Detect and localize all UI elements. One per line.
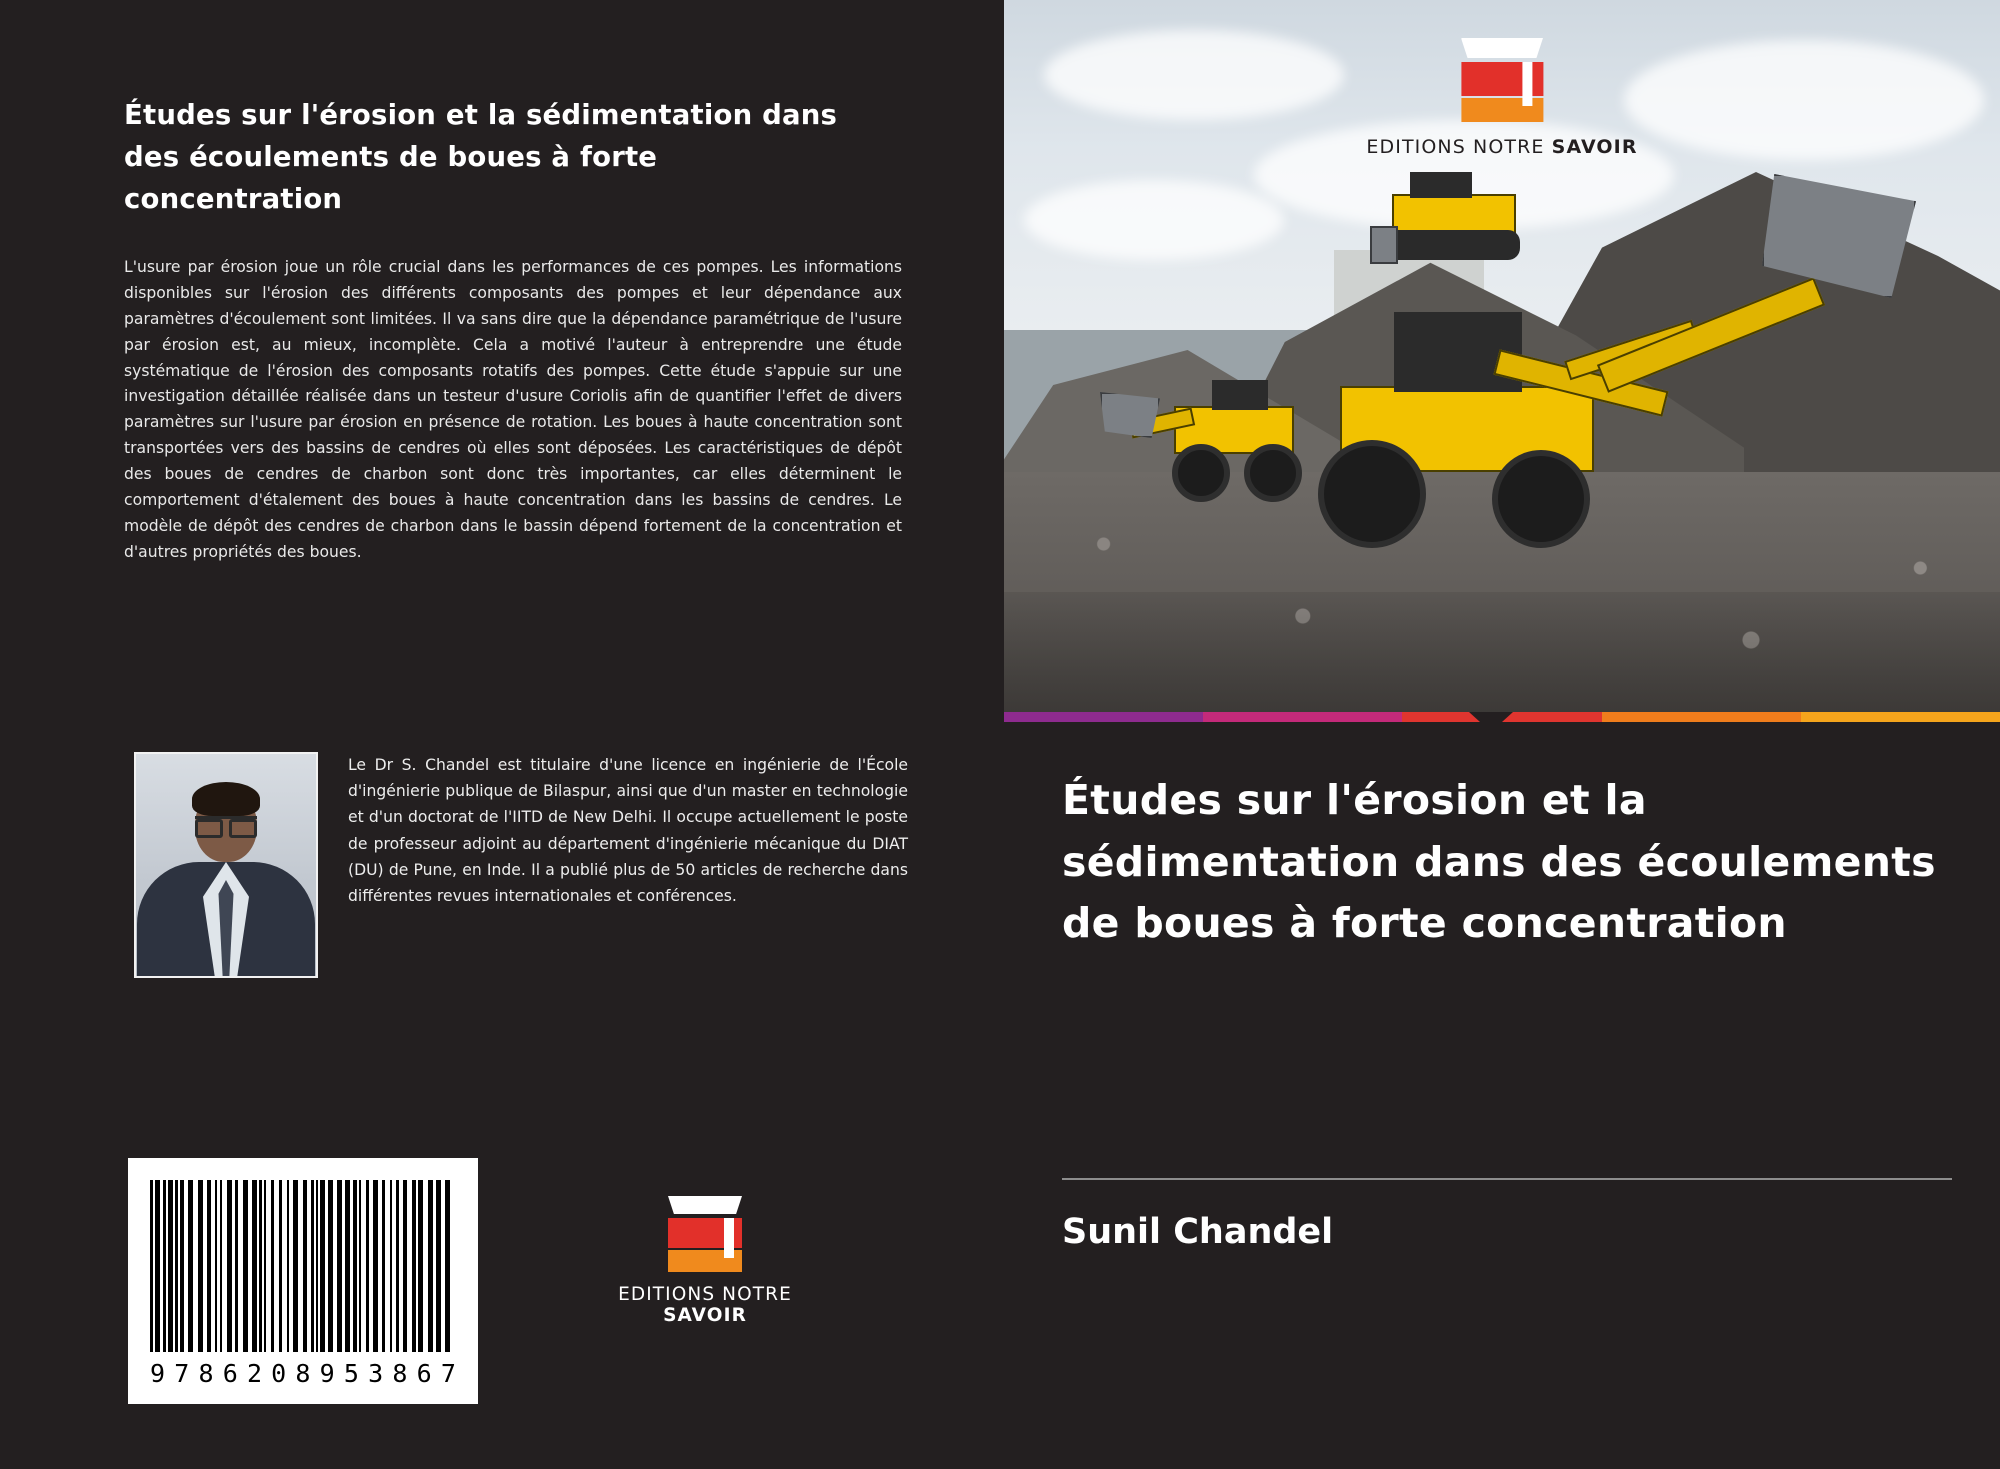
author-biography: Le Dr S. Chandel est titulaire d'une licence en ingénierie de l'École d'ingénierie publique de Bilaspur, ainsi que d'un master en technologie et d'un doctorat de l'IITD de New Delhi. Il occupe actuellement le poste de professeur adjoint au département d'ingénierie mécanique du DIAT (DU) de Pune, en Inde. Il a publié plus de 50 articles de recherche dans différentes revues internationales et conférences. <box>348 756 908 905</box>
barcode-bar <box>227 1180 232 1352</box>
barcode-bar <box>373 1180 378 1352</box>
barcode-digit: 2 <box>246 1359 262 1388</box>
front-cover <box>1004 0 2000 1469</box>
barcode-bar <box>403 1180 407 1352</box>
back-cover-abstract: L'usure par érosion joue un rôle crucial dans les performances de ces pompes. Les informations disponibles sur l'érosion des différents composants des pompes et leur dépendance aux paramètres d'écoulement sont limitées. Il va sans dire que la dépendance paramétrique de l'usure par érosion est, au mieux, incomplète. Cela a motivé l'auteur à entreprendre une étude systématique de l'érosion des composants rotatifs des pompes. Cette étude s'appuie sur une investigation détaillée réalisée dans un testeur d'usure Coriolis afin de quantifier l'effet de divers paramètres sur l'usure par érosion en présence de rotation. Les boues à haute concentration sont transportées vers des bassins de cendres où elles sont déposées. Les caractéristiques de dépôt des boues de cendres de charbon sont donc très importantes, car elles déterminent le comportement d'étalement des boues à haute concentration dans les bassins de cendres. Le modèle de dépôt des cendres de charbon dans le bassin dépend fortement de la concentration et d'autres propriétés des boues. <box>124 258 902 561</box>
barcode-digit: 7 <box>174 1359 190 1388</box>
barcode-bar <box>175 1180 178 1352</box>
barcode-digit: 7 <box>440 1359 456 1388</box>
barcode-bar <box>155 1180 160 1352</box>
barcode-bar <box>180 1180 184 1352</box>
accent-color-segment <box>1004 712 1203 722</box>
author-portrait-photo <box>134 752 318 978</box>
barcode-digit: 9 <box>150 1359 166 1388</box>
barcode-bar <box>337 1180 342 1352</box>
barcode-bar <box>303 1180 307 1352</box>
barcode-digit: 3 <box>368 1359 384 1388</box>
front-cover-author: Sunil Chandel <box>1062 1212 1334 1252</box>
publisher-name-prefix: EDITIONS NOTRE <box>618 1284 792 1305</box>
accent-color-segment <box>1602 712 1801 722</box>
accent-color-segment <box>1801 712 2000 722</box>
barcode-bar <box>287 1180 289 1352</box>
barcode-digit: 5 <box>343 1359 359 1388</box>
barcode-bar <box>418 1180 423 1352</box>
barcode-bar <box>390 1180 392 1352</box>
publisher-name <box>1366 136 1637 158</box>
barcode-bar <box>293 1180 298 1352</box>
barcode-bar <box>320 1180 325 1352</box>
barcode-bar <box>428 1180 433 1352</box>
barcode-bar <box>311 1180 314 1352</box>
barcode <box>128 1158 478 1404</box>
barcode-bar <box>279 1180 282 1352</box>
barcode-bar <box>382 1180 385 1352</box>
back-cover-title: Études sur l'érosion et la sédimentation dans des écoulements de boues à forte concentration <box>124 99 838 215</box>
publisher-name <box>590 1284 820 1326</box>
notch-triangle <box>1469 712 1513 732</box>
barcode-bar <box>150 1180 153 1352</box>
barcode-digits <box>150 1359 456 1388</box>
ground-shadow <box>1004 592 2000 712</box>
barcode-bar <box>271 1180 274 1352</box>
barcode-bar <box>328 1180 333 1352</box>
barcode-digit: 6 <box>222 1359 238 1388</box>
barcode-bar <box>445 1180 450 1352</box>
barcode-digit: 0 <box>271 1359 287 1388</box>
publisher-logo-front <box>1366 38 1637 158</box>
barcode-bar <box>235 1180 238 1352</box>
barcode-bar <box>259 1180 262 1352</box>
barcode-bar <box>359 1180 361 1352</box>
barcode-bar <box>316 1180 318 1352</box>
barcode-bar <box>412 1180 416 1352</box>
barcode-bar <box>168 1180 173 1352</box>
publisher-name-bold: SAVOIR <box>663 1305 747 1326</box>
barcode-bar <box>243 1180 248 1352</box>
barcode-bar <box>188 1180 193 1352</box>
barcode-digit: 6 <box>416 1359 432 1388</box>
bulldozer-machine <box>1374 168 1534 278</box>
barcode-bars <box>150 1180 456 1352</box>
portrait-hair <box>192 782 260 816</box>
open-book-icon <box>662 1196 748 1272</box>
barcode-bar <box>264 1180 266 1352</box>
cloud-shape <box>1024 180 1284 260</box>
barcode-bar <box>345 1180 350 1352</box>
barcode-bar <box>353 1180 357 1352</box>
front-cover-title: Études sur l'érosion et la sédimentation dans des écoulements de boues à forte concentration <box>1062 776 1936 947</box>
barcode-bar <box>207 1180 211 1352</box>
barcode-bar <box>396 1180 399 1352</box>
barcode-bar <box>198 1180 203 1352</box>
barcode-digit: 8 <box>198 1359 214 1388</box>
barcode-bar <box>163 1180 166 1352</box>
barcode-digit: 9 <box>319 1359 335 1388</box>
publisher-name-prefix: EDITIONS NOTRE <box>1366 136 1552 158</box>
barcode-bar <box>436 1180 441 1352</box>
glasses-icon <box>195 816 257 835</box>
cover-photo <box>1004 0 2000 712</box>
barcode-bar <box>215 1180 217 1352</box>
accent-color-segment <box>1203 712 1402 722</box>
publisher-logo-back <box>590 1196 820 1326</box>
barcode-bar <box>252 1180 257 1352</box>
open-book-icon <box>1454 38 1550 124</box>
excavator-arm <box>1584 180 2000 460</box>
barcode-bar <box>220 1180 222 1352</box>
barcode-bar <box>366 1180 369 1352</box>
cloud-shape <box>1624 40 1984 160</box>
publisher-name-bold: SAVOIR <box>1551 136 1638 158</box>
barcode-digit: 8 <box>295 1359 311 1388</box>
cloud-shape <box>1044 30 1344 120</box>
title-divider <box>1062 1178 1952 1180</box>
barcode-digit: 8 <box>392 1359 408 1388</box>
